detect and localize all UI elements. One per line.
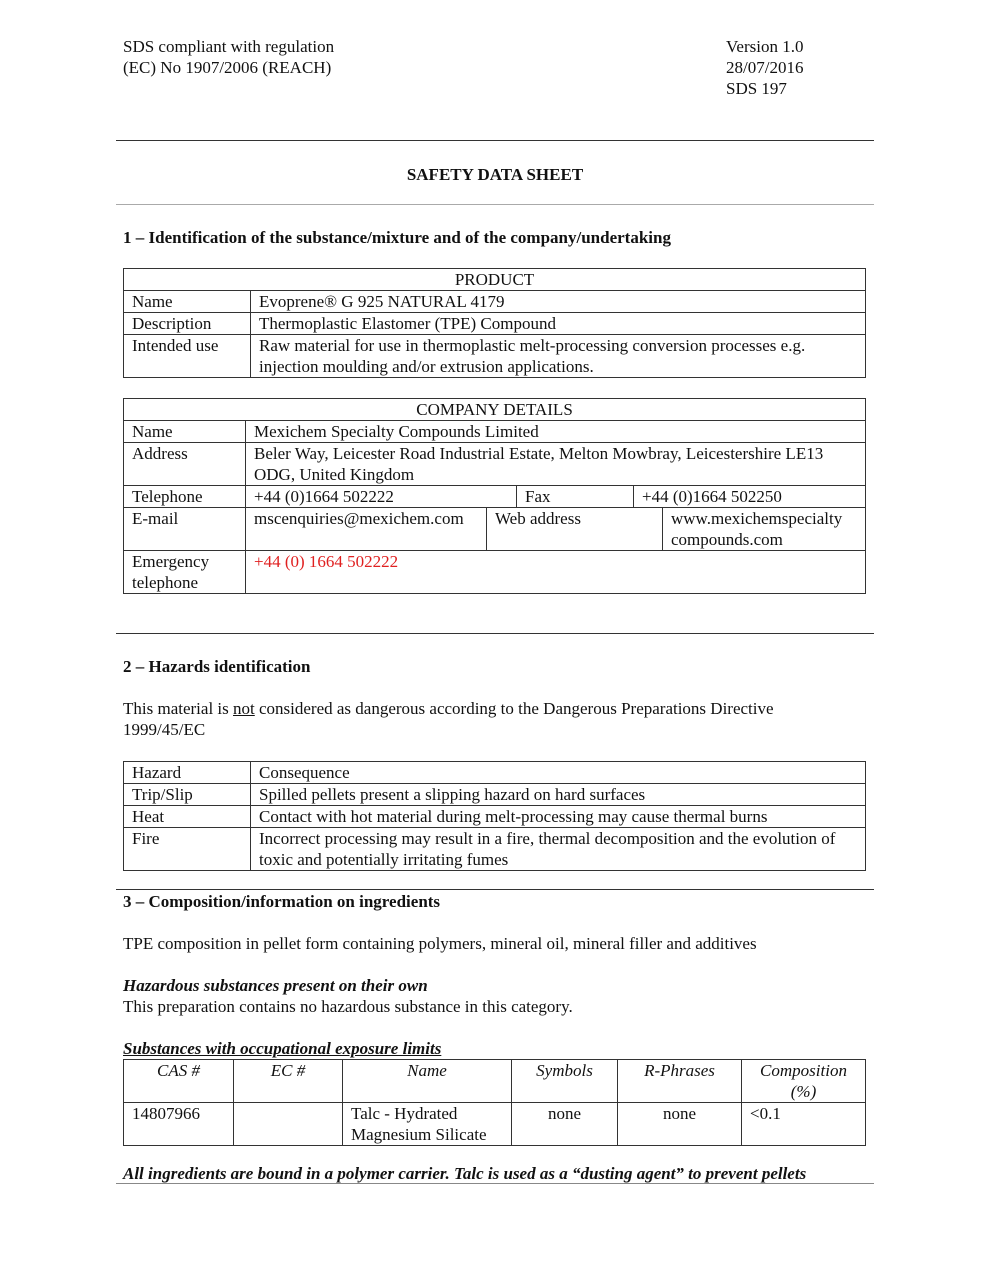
- symbols-column-header: Symbols: [512, 1060, 618, 1103]
- intended-use-value: Raw material for use in thermoplastic melt-processing conversion processes e.g. injection moulding and/or extrusion applications.: [251, 335, 866, 378]
- exposure-limits-title: Substances with occupational exposure limits: [123, 1039, 442, 1058]
- hazard-cell: Fire: [124, 828, 251, 871]
- header-sds-number: SDS 197: [726, 79, 787, 98]
- consequence-cell: Spilled pellets present a slipping hazard on hard surfaces: [251, 784, 866, 806]
- hazardous-substances-title: Hazardous substances present on their own: [123, 976, 428, 995]
- section-3-heading: 3 – Composition/information on ingredients: [123, 892, 441, 911]
- name-column-header: Name: [343, 1060, 512, 1103]
- composition-intro: TPE composition in pellet form containing polymers, mineral oil, mineral filler and additives: [123, 934, 757, 953]
- ec-column-header: EC #: [234, 1060, 343, 1103]
- table-row: [124, 784, 866, 806]
- consequence-column-header: Consequence: [251, 762, 866, 784]
- email-value[interactable]: mscenquiries@mexichem.com: [246, 508, 487, 551]
- company-address-label: Address: [124, 443, 246, 486]
- hazards-intro: [123, 698, 843, 740]
- rphrases-cell: none: [618, 1103, 742, 1146]
- document-title: SAFETY DATA SHEET: [406, 165, 584, 184]
- web-address-label: Web address: [487, 508, 663, 551]
- header-regulation-line1: SDS compliant with regulation: [123, 37, 335, 56]
- hazardous-substances-text: This preparation contains no hazardous substance in this category.: [123, 997, 573, 1016]
- hazard-cell: Heat: [124, 806, 251, 828]
- symbols-cell: none: [512, 1103, 618, 1146]
- fax-value: +44 (0)1664 502250: [634, 486, 866, 508]
- product-description-label: Description: [124, 313, 251, 335]
- ec-cell: [234, 1103, 343, 1146]
- company-address-value: Beler Way, Leicester Road Industrial Estate, Melton Mowbray, Leicestershire LE13 ODG, United Kingdom: [246, 443, 866, 486]
- footnote-rule: [116, 1183, 874, 1184]
- substance-name-cell: Talc - Hydrated Magnesium Silicate: [343, 1103, 512, 1146]
- header-divider: [116, 140, 874, 141]
- header-version: Version 1.0: [726, 37, 804, 56]
- section-2-heading: 2 – Hazards identification: [123, 657, 311, 676]
- product-name-value: Evoprene® G 925 NATURAL 4179: [251, 291, 866, 313]
- product-table: [123, 268, 866, 378]
- rphrases-column-header: R-Phrases: [618, 1060, 742, 1103]
- hazards-intro-before: This material is: [123, 699, 234, 718]
- section-2-divider: [116, 889, 874, 890]
- hazards-intro-not: not: [233, 699, 255, 718]
- product-description-value: Thermoplastic Elastomer (TPE) Compound: [251, 313, 866, 335]
- emergency-telephone-value: +44 (0) 1664 502222: [246, 551, 866, 594]
- product-name-label: Name: [124, 291, 251, 313]
- header-regulation-line2: (EC) No 1907/2006 (REACH): [123, 58, 332, 77]
- company-name-value: Mexichem Specialty Compounds Limited: [246, 421, 866, 443]
- composition-cell: <0.1: [742, 1103, 866, 1146]
- consequence-cell: Incorrect processing may result in a fire, thermal decomposition and the evolution of toxic and potentially irritating fumes: [251, 828, 866, 871]
- header-date: 28/07/2016: [726, 58, 804, 77]
- cas-cell: 14807966: [124, 1103, 234, 1146]
- cas-column-header: CAS #: [124, 1060, 234, 1103]
- composition-column-header: Composition (%): [742, 1060, 866, 1103]
- consequence-cell: Contact with hot material during melt-processing may cause thermal burns: [251, 806, 866, 828]
- exposure-limits-table: [123, 1059, 866, 1146]
- web-address-value[interactable]: www.mexichemspecialty compounds.com: [663, 508, 866, 551]
- section-1-divider: [116, 633, 874, 634]
- hazards-table: [123, 761, 866, 871]
- hazards-intro-after: considered as dangerous according to the Dangerous Preparations Directive 1999/45/EC: [123, 699, 774, 739]
- table-row: [124, 1103, 866, 1146]
- hazard-cell: Trip/Slip: [124, 784, 251, 806]
- section-1-heading: 1 – Identification of the substance/mixture and of the company/undertaking: [123, 228, 671, 247]
- title-divider: [116, 204, 874, 205]
- emergency-telephone-label: Emergency telephone: [124, 551, 246, 594]
- intended-use-label: Intended use: [124, 335, 251, 378]
- ingredients-footnote: All ingredients are bound in a polymer carrier. Talc is used as a “dusting agent” to prevent pellets: [123, 1164, 807, 1183]
- product-table-title: PRODUCT: [124, 269, 866, 291]
- telephone-label: Telephone: [124, 486, 246, 508]
- company-details-table: [123, 398, 866, 594]
- telephone-value: +44 (0)1664 502222: [246, 486, 517, 508]
- hazard-column-header: Hazard: [124, 762, 251, 784]
- table-row: [124, 806, 866, 828]
- email-label: E-mail: [124, 508, 246, 551]
- company-table-title: COMPANY DETAILS: [124, 399, 866, 421]
- fax-label: Fax: [517, 486, 634, 508]
- table-row: [124, 828, 866, 871]
- company-name-label: Name: [124, 421, 246, 443]
